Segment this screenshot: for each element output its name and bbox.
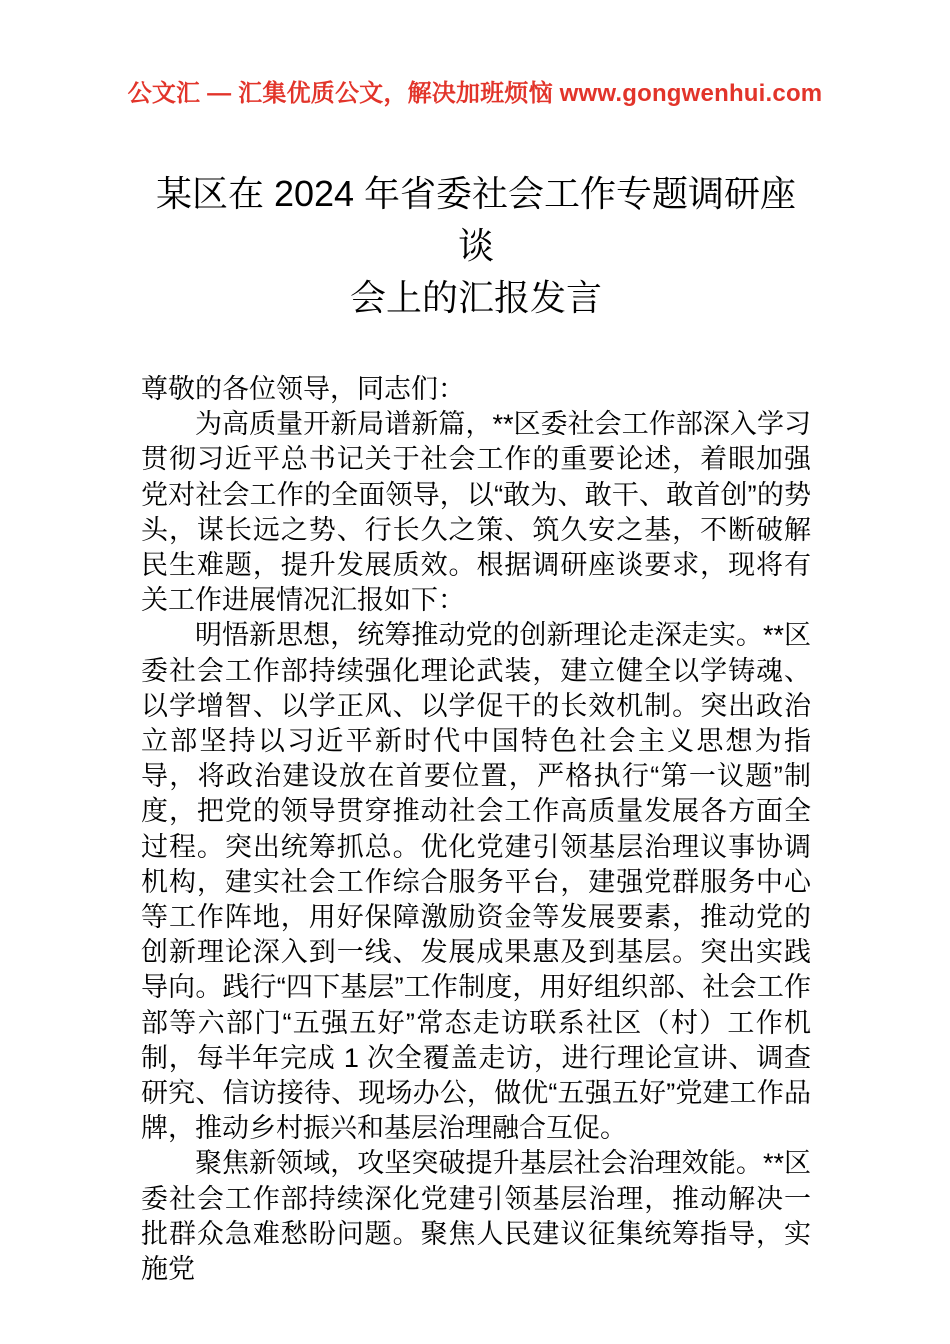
page-title-line-2: 会上的汇报发言 (349, 277, 602, 318)
paragraph-2: 明悟新思想，统筹推动党的创新理论走深走实。**区委社会工作部持续强化理论武装，建立健全以学铸魂、以学增智、以学正风、以学促干的长效机制。突出政治立部坚持以习近平新时代中国特色社会主义思想为指导，将政治建设放在首要位置，严格执行“第一议题”制度，把党的领导贯穿推动社会工作高质量发展各方面全过程。突出统筹抓总。优化党建引领基层治理议事协调机构，建实社会工作综合服务平台，建强党群服务中心等工作阵地，用好保障激励资金等发展要素，推动党的创新理论深入到一线、发展成果惠及到基层。突出实践导向。践行“四下基层”工作制度，用好组织部、社会工作部等六部门“五强五好”常态走访联系社区（村）工作机制，每半年完成 1 次全覆盖走访，进行理论宣讲、调查研究、信访接待、现场办公，做优“五强五好”党建工作品牌，推动乡村振兴和基层治理融合互促。 (141, 620, 811, 1144)
salutation-line: 尊敬的各位领导，同志们： (141, 374, 465, 404)
paragraph-1: 为高质量开新局谱新篇，**区委社会工作部深入学习贯彻习近平总书记关于社会工作的重要论述，着眼加强党对社会工作的全面领导，以“敢为、敢干、敢首创”的势头，谋长远之势、行长久之策、筑久安之基，不断破解民生难题，提升发展质效。根据调研座谈要求，现将有关工作进展情况汇报如下： (141, 409, 811, 616)
page-title (141, 168, 811, 324)
title-spacer (141, 324, 811, 372)
site-watermark-header: 公文汇 — 汇集优质公文，解决加班烦恼 www.gongwenhui.com (127, 80, 823, 107)
document-body (141, 168, 811, 1287)
document-content (141, 372, 811, 1287)
page-title-line-1: 某区在 2024 年省委社会工作专题调研座谈 (155, 173, 797, 266)
paragraph-3: 聚焦新领域，攻坚突破提升基层社会治理效能。**区委社会工作部持续深化党建引领基层治理，推动解决一批群众急难愁盼问题。聚焦人民建议征集统筹指导，实施党 (141, 1148, 811, 1285)
